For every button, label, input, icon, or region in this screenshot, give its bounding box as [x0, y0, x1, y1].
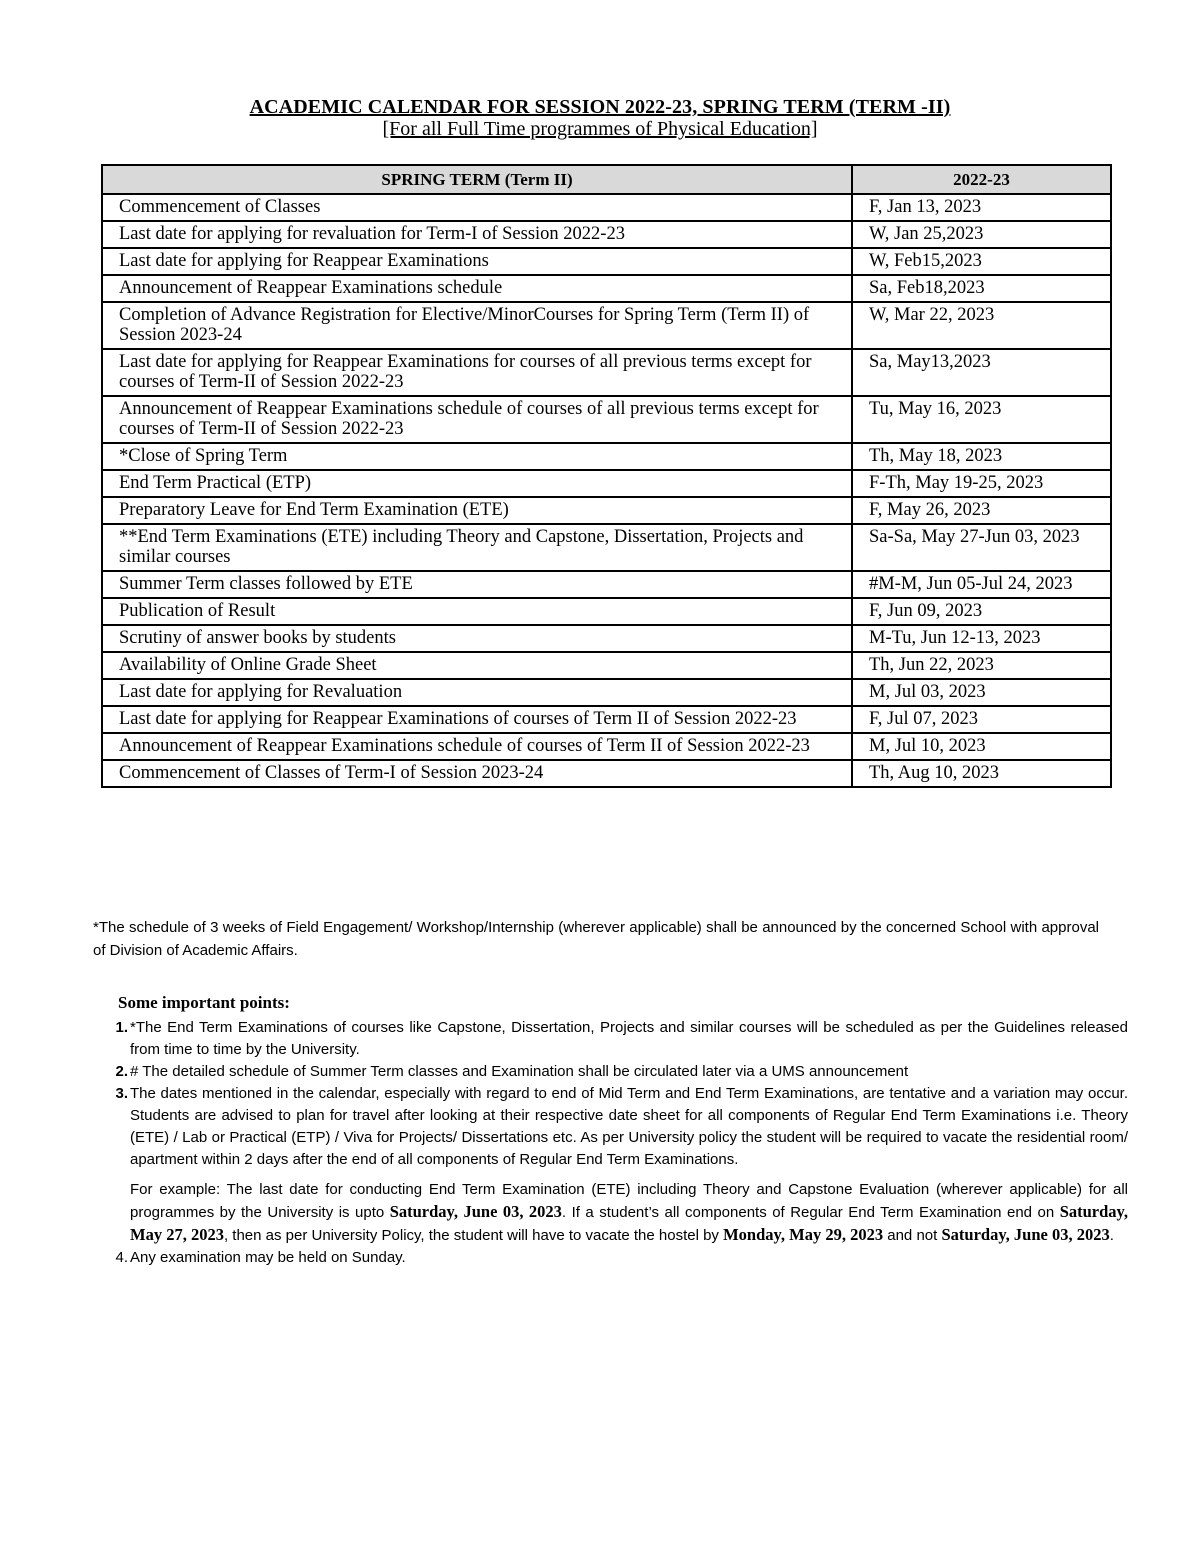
event-cell: End Term Practical (ETP) [102, 470, 852, 497]
list-item [106, 1083, 1128, 1171]
table-row [102, 221, 1111, 248]
example-paragraph [130, 1179, 1128, 1247]
event-cell: **End Term Examinations (ETE) including Theory and Capstone, Dissertation, Projects and similar courses [102, 524, 852, 571]
example-text: For example: The last date for conducting End Term Examination (ETE) including Theory and Capstone Evaluation (wherever applicable) for all programmes by the University is upto [130, 1181, 1128, 1221]
list-text: The dates mentioned in the calendar, especially with regard to end of Mid Term and End Term Examinations, are tentative and a variation may occur. Students are advised to plan for travel after looking at their respective date sheet for all components of Regular End Term Examinations i.e. Theory (ETE) / Lab or Practical (ETP) / Viva for Projects/ Dissertations etc. As per University policy the student will be required to vacate the residential room/ apartment within 2 days after the end of all components of Regular End Term Examinations. [130, 1085, 1128, 1168]
table-header-row [102, 165, 1111, 194]
footnote: *The schedule of 3 weeks of Field Engagement/ Workshop/Internship (wherever applicable) shall be announced by the concerned School with approval of Division of Academic Affairs. [93, 919, 1099, 959]
academic-calendar-table [101, 164, 1112, 788]
important-points-list [106, 1017, 1128, 1269]
event-cell: Last date for applying for Reappear Examinations of courses of Term II of Session 2022-23 [102, 706, 852, 733]
event-cell: Availability of Online Grade Sheet [102, 652, 852, 679]
date-cell: Th, Aug 10, 2023 [852, 760, 1111, 787]
table-row [102, 396, 1111, 443]
date-cell: Sa-Sa, May 27-Jun 03, 2023 [852, 524, 1111, 571]
table-row [102, 679, 1111, 706]
event-cell: Last date for applying for Revaluation [102, 679, 852, 706]
date-cell: F, Jul 07, 2023 [852, 706, 1111, 733]
list-number: 3. [115, 1085, 128, 1102]
table-row [102, 248, 1111, 275]
date-cell: M, Jul 10, 2023 [852, 733, 1111, 760]
table-row [102, 625, 1111, 652]
date-cell: M-Tu, Jun 12-13, 2023 [852, 625, 1111, 652]
page-subtitle: [For all Full Time programmes of Physical Education] [382, 118, 818, 140]
date-cell: F, Jan 13, 2023 [852, 194, 1111, 221]
date-cell: Sa, Feb18,2023 [852, 275, 1111, 302]
table-row [102, 194, 1111, 221]
date-cell: W, Jan 25,2023 [852, 221, 1111, 248]
calendar-rows [102, 194, 1111, 787]
event-cell: Commencement of Classes of Term-I of Session 2023-24 [102, 760, 852, 787]
table-row [102, 302, 1111, 349]
date-cell: W, Mar 22, 2023 [852, 302, 1111, 349]
event-cell: Announcement of Reappear Examinations schedule [102, 275, 852, 302]
table-row [102, 443, 1111, 470]
event-cell: Completion of Advance Registration for Elective/MinorCourses for Spring Term (Term II) of Session 2023-24 [102, 302, 852, 349]
example-text: . [1109, 1227, 1114, 1244]
points-heading: Some important points: [118, 993, 290, 1012]
example-date-emphasis: Saturday, June 03, 2023 [389, 1202, 562, 1221]
example-date-emphasis: Saturday, June 03, 2023 [941, 1225, 1110, 1244]
date-cell: W, Feb15,2023 [852, 248, 1111, 275]
date-cell: F, Jun 09, 2023 [852, 598, 1111, 625]
list-item [106, 1061, 1128, 1083]
date-cell: Th, Jun 22, 2023 [852, 652, 1111, 679]
table-row [102, 275, 1111, 302]
table-row [102, 733, 1111, 760]
table-row [102, 598, 1111, 625]
table-row [102, 571, 1111, 598]
date-cell: F, May 26, 2023 [852, 497, 1111, 524]
list-number: 1. [115, 1019, 128, 1036]
event-cell: Last date for applying for revaluation for Term-I of Session 2022-23 [102, 221, 852, 248]
event-cell: Announcement of Reappear Examinations schedule of courses of Term II of Session 2022-23 [102, 733, 852, 760]
column-header-term: SPRING TERM (Term II) [102, 165, 852, 194]
page-title: ACADEMIC CALENDAR FOR SESSION 2022-23, SPRING TERM (TERM -II) [249, 96, 951, 118]
example-text: , then as per University Policy, the student will have to vacate the hostel by [223, 1227, 724, 1244]
event-cell: Commencement of Classes [102, 194, 852, 221]
date-cell: F-Th, May 19-25, 2023 [852, 470, 1111, 497]
date-cell: M, Jul 03, 2023 [852, 679, 1111, 706]
table-row [102, 706, 1111, 733]
event-cell: *Close of Spring Term [102, 443, 852, 470]
date-cell: Tu, May 16, 2023 [852, 396, 1111, 443]
table-row [102, 652, 1111, 679]
example-date-emphasis: Saturday, May 27, 2023 [130, 1202, 1128, 1244]
event-cell: Announcement of Reappear Examinations schedule of courses of all previous terms except for courses of Term-II of Session 2022-23 [102, 396, 852, 443]
column-header-session: 2022-23 [852, 165, 1111, 194]
event-cell: Last date for applying for Reappear Examinations for courses of all previous terms except for courses of Term-II of Session 2022-23 [102, 349, 852, 396]
table-row [102, 349, 1111, 396]
date-cell: #M-M, Jun 05-Jul 24, 2023 [852, 571, 1111, 598]
event-cell: Summer Term classes followed by ETE [102, 571, 852, 598]
list-item [106, 1247, 1128, 1269]
example-date-emphasis: Monday, May 29, 2023 [723, 1225, 884, 1244]
table-row [102, 470, 1111, 497]
table-row [102, 760, 1111, 787]
date-cell: Th, May 18, 2023 [852, 443, 1111, 470]
event-cell: Scrutiny of answer books by students [102, 625, 852, 652]
list-text: # The detailed schedule of Summer Term classes and Examination shall be circulated later via a UMS announcement [130, 1063, 909, 1080]
list-text: Any examination may be held on Sunday. [130, 1249, 406, 1266]
list-item [106, 1017, 1128, 1061]
event-cell: Preparatory Leave for End Term Examination (ETE) [102, 497, 852, 524]
event-cell: Last date for applying for Reappear Examinations [102, 248, 852, 275]
list-text: *The End Term Examinations of courses like Capstone, Dissertation, Projects and similar courses will be scheduled as per the Guidelines released from time to time by the University. [130, 1019, 1128, 1058]
date-cell: Sa, May13,2023 [852, 349, 1111, 396]
example-text: . If a student’s all components of Regular End Term Examination end on [561, 1204, 1060, 1221]
event-cell: Publication of Result [102, 598, 852, 625]
list-number: 2. [115, 1063, 128, 1080]
table-row [102, 497, 1111, 524]
table-row [102, 524, 1111, 571]
list-number: 4. [115, 1249, 128, 1266]
example-text: and not [883, 1227, 942, 1244]
